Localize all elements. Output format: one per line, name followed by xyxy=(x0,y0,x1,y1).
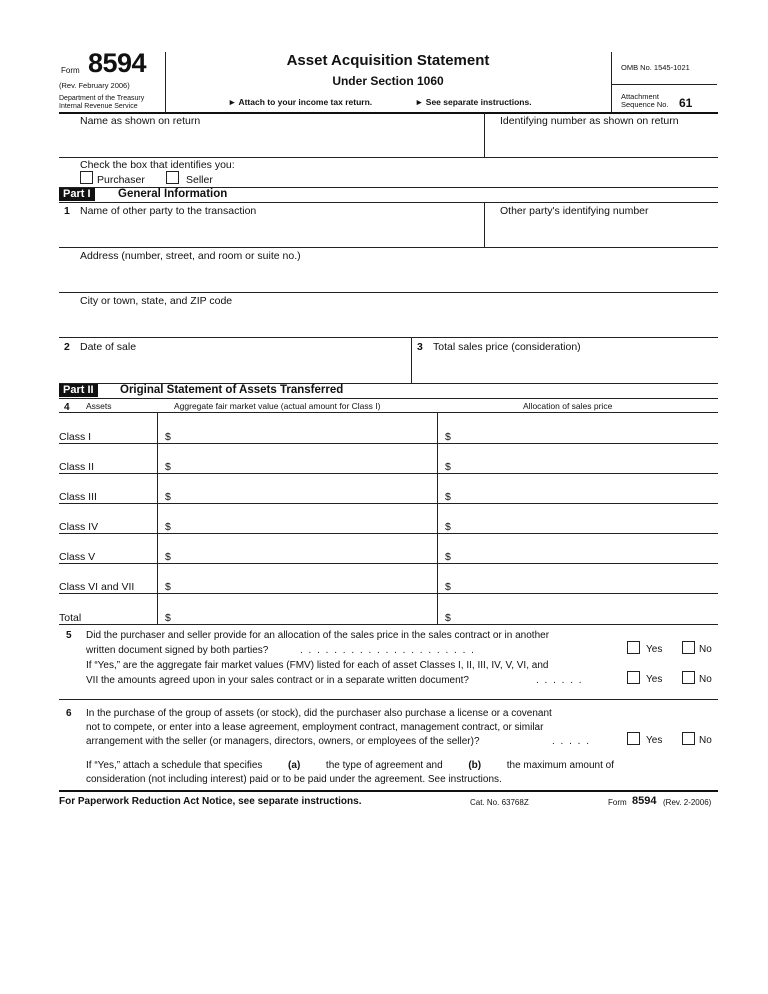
assets-column-header: Assets xyxy=(86,401,112,411)
total-fmv-input[interactable] xyxy=(176,600,434,622)
question-5-line: written document signed by both parties? xyxy=(86,645,269,656)
schedule-item-a: (a) xyxy=(288,760,301,771)
city-state-zip-field[interactable] xyxy=(59,293,718,337)
dollar-sign: $ xyxy=(165,461,171,473)
class-iii-allocation-input[interactable] xyxy=(456,480,718,502)
yes-label: Yes xyxy=(646,735,663,746)
see-instruction: ► See separate instructions. xyxy=(415,97,532,107)
omb-number: OMB No. 1545-1021 xyxy=(621,63,690,72)
line-4-number: 4 xyxy=(64,402,70,413)
part-i-tag: Part I xyxy=(59,188,95,201)
form-word: Form xyxy=(61,66,80,75)
dollar-sign: $ xyxy=(445,431,451,443)
dollar-sign: $ xyxy=(165,431,171,443)
total-sales-price-label: Total sales price (consideration) xyxy=(433,341,581,353)
no-label: No xyxy=(699,644,712,655)
dollar-sign: $ xyxy=(445,612,451,624)
footer-form-number: 8594 xyxy=(632,795,657,807)
city-state-zip-label: City or town, state, and ZIP code xyxy=(80,295,233,307)
asset-class-label: Class II xyxy=(59,461,95,473)
other-party-id-field[interactable] xyxy=(485,203,718,247)
schedule-text: If “Yes,” attach a schedule that specifies xyxy=(86,760,263,771)
check-box-instruction: Check the box that identifies you: xyxy=(80,159,235,171)
schedule-text: the maximum amount of xyxy=(506,760,614,771)
dollar-sign: $ xyxy=(165,581,171,593)
revision-date: (Rev. February 2006) xyxy=(59,81,130,90)
asset-class-label: Total xyxy=(59,612,82,624)
question-6-line: not to compete, or enter into a lease agreement, employment contract, management contract, or similar xyxy=(86,722,544,733)
other-party-id-label: Other party's identifying number xyxy=(500,205,649,217)
dollar-sign: $ xyxy=(165,491,171,503)
class-iv-allocation-input[interactable] xyxy=(456,510,718,532)
date-of-sale-field[interactable] xyxy=(59,338,411,383)
class-iv-fmv-input[interactable] xyxy=(176,510,434,532)
question-6-line: arrangement with the seller (or managers, directors, owners, or employees of the seller)? xyxy=(86,736,480,747)
other-party-name-field[interactable] xyxy=(59,203,484,247)
asset-class-label: Class IV xyxy=(59,521,99,533)
class-vi-vii-allocation-input[interactable] xyxy=(456,570,718,592)
question-6-schedule-line xyxy=(86,759,614,774)
class-ii-fmv-input[interactable] xyxy=(176,450,434,472)
dollar-sign: $ xyxy=(445,461,451,473)
seller-label: Seller xyxy=(186,174,213,186)
name-on-return-label: Name as shown on return xyxy=(80,115,201,127)
line-1-number: 1 xyxy=(64,205,70,217)
sequence-label: Sequence No. xyxy=(621,100,669,109)
footer-form-word: Form xyxy=(608,798,627,807)
class-i-allocation-input[interactable] xyxy=(456,420,718,442)
question-5-line: VII the amounts agreed upon in your sales contract or in a separate written document? xyxy=(86,675,469,686)
dollar-sign: $ xyxy=(165,551,171,563)
part-ii-title: Original Statement of Assets Transferred xyxy=(120,384,344,396)
attach-instruction: ► Attach to your income tax return. xyxy=(228,97,373,107)
q6-yes-checkbox[interactable] xyxy=(627,732,640,745)
dollar-sign: $ xyxy=(445,491,451,503)
class-iii-fmv-input[interactable] xyxy=(176,480,434,502)
catalog-number: Cat. No. 63768Z xyxy=(470,798,529,807)
class-i-fmv-input[interactable] xyxy=(176,420,434,442)
line-3-number: 3 xyxy=(417,341,423,353)
leader-dots: . . . . . xyxy=(552,736,591,747)
attachment-label: Attachment xyxy=(621,92,659,101)
total-allocation-input[interactable] xyxy=(456,600,718,622)
asset-class-label: Class III xyxy=(59,491,97,503)
asset-class-label: Class V xyxy=(59,551,96,563)
q5b-no-checkbox[interactable] xyxy=(682,671,695,684)
leader-dots: . . . . . . . . . . . . . . . . . . . . . xyxy=(300,645,476,656)
line-2-number: 2 xyxy=(64,341,70,353)
dollar-sign: $ xyxy=(445,581,451,593)
q5b-yes-checkbox[interactable] xyxy=(627,671,640,684)
dollar-sign: $ xyxy=(165,521,171,533)
footer-revision: (Rev. 2-2006) xyxy=(663,798,712,807)
agency: Internal Revenue Service xyxy=(59,103,138,110)
schedule-text: the type of agreement and xyxy=(325,760,443,771)
purchaser-label: Purchaser xyxy=(97,174,145,186)
asset-class-label: Class I xyxy=(59,431,92,443)
leader-dots: . . . . . . xyxy=(536,675,584,686)
no-label: No xyxy=(699,674,712,685)
dollar-sign: $ xyxy=(165,612,171,624)
form-title: Asset Acquisition Statement xyxy=(286,52,490,69)
fmv-column-header: Aggregate fair market value (actual amount for Class I) xyxy=(174,401,381,411)
dollar-sign: $ xyxy=(445,521,451,533)
name-on-return-field[interactable] xyxy=(59,113,484,157)
question-5-number: 5 xyxy=(66,630,72,641)
class-v-fmv-input[interactable] xyxy=(176,540,434,562)
seller-checkbox[interactable] xyxy=(166,171,179,184)
part-ii-tag: Part II xyxy=(59,384,98,397)
question-5-line: If “Yes,” are the aggregate fair market values (FMV) listed for each of asset Classes I, II, III, IV, V, VI, and xyxy=(86,660,549,671)
total-sales-price-field[interactable] xyxy=(412,338,718,383)
question-6-line: In the purchase of the group of assets (or stock), did the purchaser also purchase a license or a covenant xyxy=(86,708,552,719)
yes-label: Yes xyxy=(646,674,663,685)
class-vi-vii-fmv-input[interactable] xyxy=(176,570,434,592)
allocation-column-header: Allocation of sales price xyxy=(523,401,613,411)
part-i-title: General Information xyxy=(118,188,228,200)
schedule-item-b: (b) xyxy=(468,760,482,771)
q5a-yes-checkbox[interactable] xyxy=(627,641,640,654)
form-subtitle: Under Section 1060 xyxy=(332,74,444,88)
department: Department of the Treasury xyxy=(59,95,145,102)
date-of-sale-label: Date of sale xyxy=(80,341,137,353)
other-party-name-label: Name of other party to the transaction xyxy=(80,205,257,217)
q5a-no-checkbox[interactable] xyxy=(682,641,695,654)
question-6-line: consideration (not including interest) paid or to be paid under the agreement. See instructions. xyxy=(86,774,502,785)
no-label: No xyxy=(699,735,712,746)
form-number: 8594 xyxy=(88,48,147,78)
address-label: Address (number, street, and room or suite no.) xyxy=(80,250,301,262)
identifying-number-label: Identifying number as shown on return xyxy=(500,115,679,127)
class-ii-allocation-input[interactable] xyxy=(456,450,718,472)
yes-label: Yes xyxy=(646,644,663,655)
address-field[interactable] xyxy=(59,248,718,292)
purchaser-checkbox[interactable] xyxy=(80,171,93,184)
asset-class-label: Class VI and VII xyxy=(59,581,135,593)
q6-no-checkbox[interactable] xyxy=(682,732,695,745)
dollar-sign: $ xyxy=(445,551,451,563)
identifying-number-field[interactable] xyxy=(485,113,718,157)
paperwork-notice: For Paperwork Reduction Act Notice, see separate instructions. xyxy=(59,796,362,807)
sequence-number: 61 xyxy=(679,96,693,110)
question-6-number: 6 xyxy=(66,708,72,719)
class-v-allocation-input[interactable] xyxy=(456,540,718,562)
question-5-line: Did the purchaser and seller provide for an allocation of the sales price in the sales contract or in another xyxy=(86,630,550,641)
